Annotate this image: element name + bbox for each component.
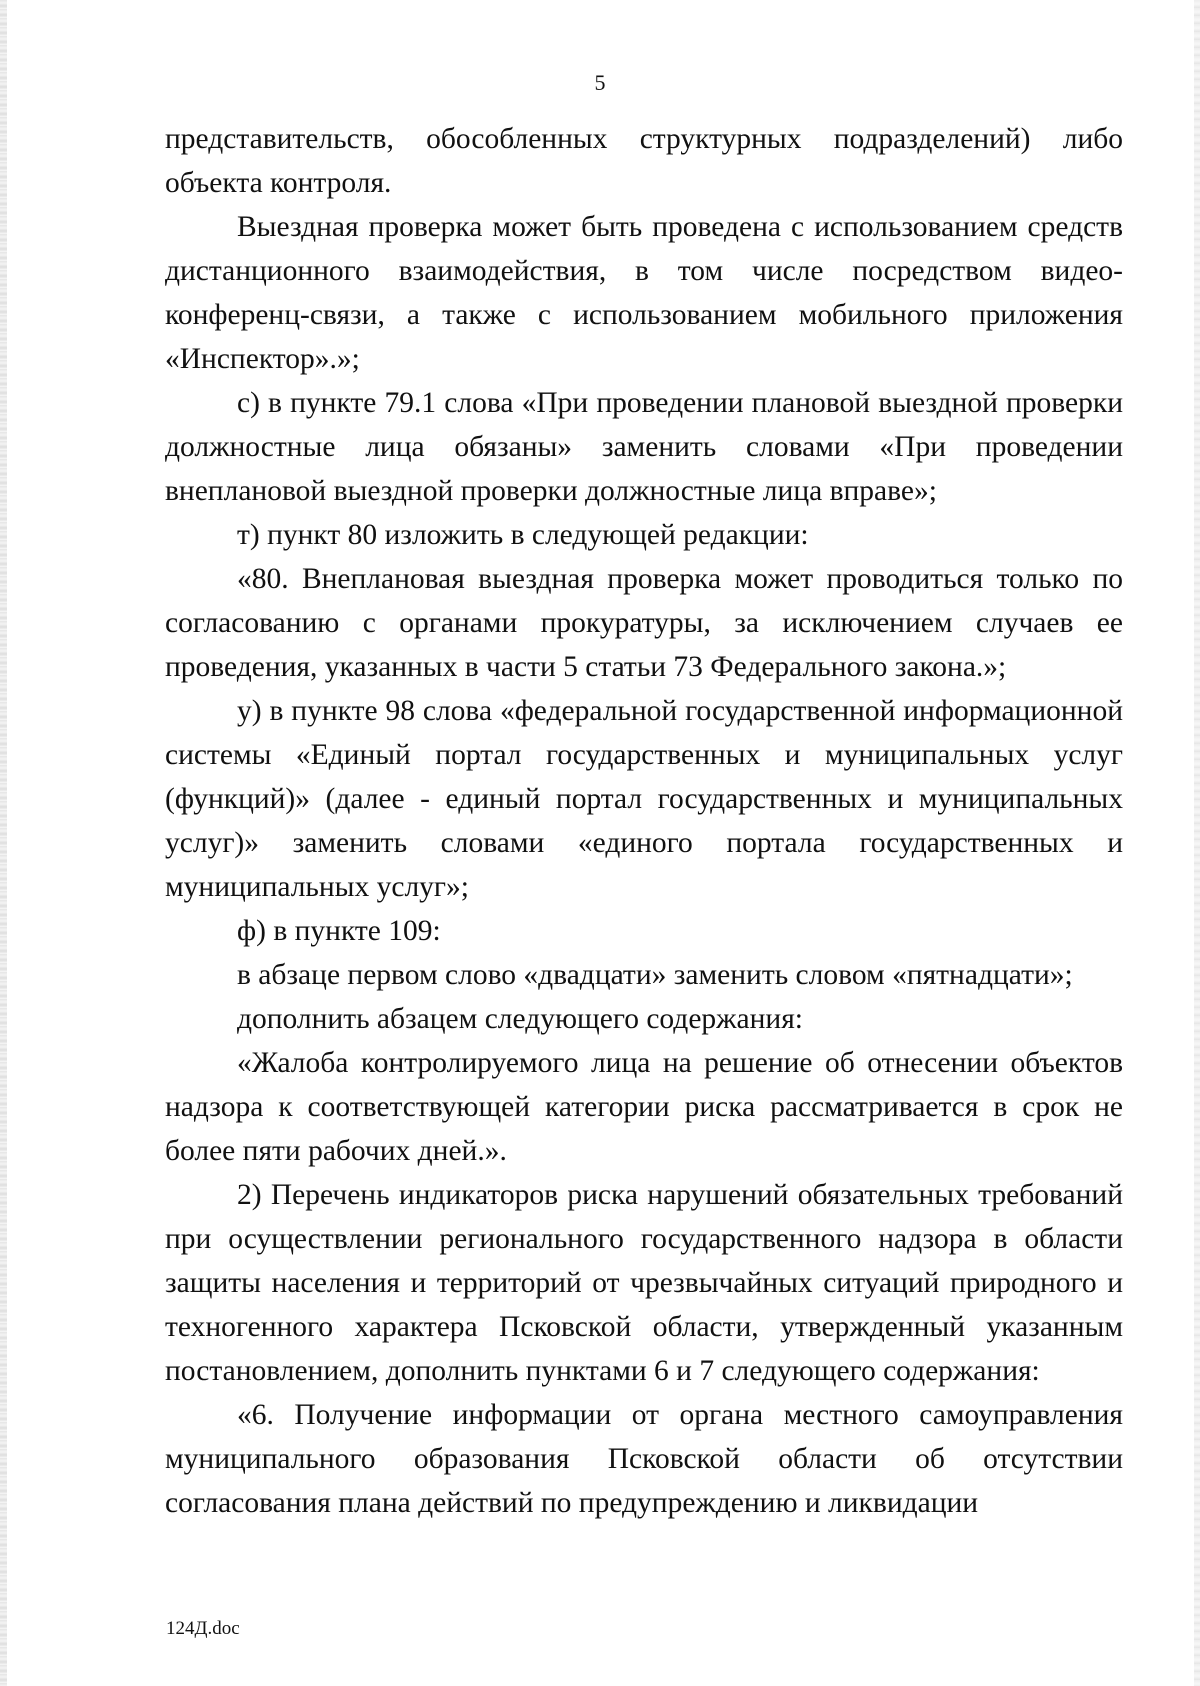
- paragraph-clause-6: «6. Получение информации от органа местного самоуправления муниципального образования Псковской области об отсутствии согласования плана действий по предупреждению и ликвидации: [165, 1399, 1123, 1519]
- paragraph-field-inspection: Выездная проверка может быть проведена с использованием средств дистанционного взаимодействия, в том числе посредством видео-конференц-связи, а также с использованием мобильного приложения «Инспектор».»;: [165, 211, 1123, 375]
- paragraph-item-2: 2) Перечень индикаторов риска нарушений обязательных требований при осуществлении регионального государственного надзора в области защиты населения и территорий от чрезвычайных ситуаций природного и техногенного характера Псковской области, утвержденный указанным постановлением, дополнить пунктами 6 и 7 следующего содержания:: [165, 1179, 1123, 1387]
- paragraph-item-s: с) в пункте 79.1 слова «При проведении плановой выездной проверки должностные лица обязаны» заменить словами «При проведении внеплановой выездной проверки должностные лица вправе»;: [165, 387, 1123, 507]
- paragraph-first-abzac: в абзаце первом слово «двадцати» заменить словом «пятнадцати»;: [237, 959, 1073, 991]
- footer-filename: 124Д.doc: [166, 1618, 240, 1639]
- paragraph-item-u: у) в пункте 98 слова «федеральной государственной информационной системы «Единый портал государственных и муниципальных услуг (функций)» (далее - единый портал государственных и муниципальных услуг)» заменить словами «единого портала государственных и муниципальных услуг»;: [165, 695, 1123, 903]
- scan-edge-left: [0, 0, 7, 1686]
- page-number: 5: [594, 70, 606, 95]
- scan-edge-right: [1194, 0, 1200, 1686]
- paragraph-complaint: «Жалоба контролируемого лица на решение об отнесении объектов надзора к соответствующей категории риска рассматривается в срок не более пяти рабочих дней.».: [165, 1047, 1123, 1167]
- paragraph-clause-80: «80. Внеплановая выездная проверка может проводиться только по согласованию с органами прокуратуры, за исключением случаев ее проведения, указанных в части 5 статьи 73 Федерального закона.»;: [165, 563, 1123, 683]
- paragraph-continuation: представительств, обособленных структурных подразделений) либо объекта контроля.: [165, 123, 1123, 199]
- document-body: [165, 117, 1123, 1525]
- paragraph-add-abzac: дополнить абзацем следующего содержания:: [237, 1003, 803, 1035]
- paragraph-item-f: ф) в пункте 109:: [237, 915, 441, 947]
- paragraph-item-t: т) пункт 80 изложить в следующей редакции:: [237, 519, 809, 551]
